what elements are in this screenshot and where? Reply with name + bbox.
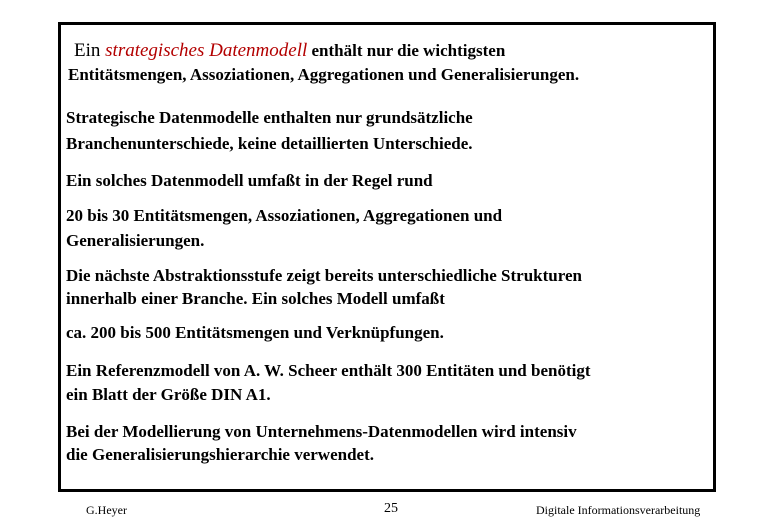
title-emphasis: strategisches Datenmodell <box>105 40 308 61</box>
footer-course: Digitale Informationsverarbeitung <box>536 503 701 517</box>
paragraph-line: Ein Referenzmodell von A. W. Scheer enthält 300 Entitäten und benötigt <box>66 361 591 380</box>
footer-page-number: 25 <box>384 501 398 516</box>
paragraph-line: Die nächste Abstraktionsstufe zeigt bereits unterschiedliche Strukturen <box>66 266 582 285</box>
paragraph-line: Bei der Modellierung von Unternehmens-Datenmodellen wird intensiv <box>66 422 577 441</box>
paragraph-line: Ein solches Datenmodell umfaßt in der Regel rund <box>66 171 433 190</box>
paragraph-line: Generalisierungen. <box>66 231 205 250</box>
title-prefix: Ein <box>74 40 106 61</box>
slide-title <box>74 38 505 64</box>
paragraph-line: innerhalb einer Branche. Ein solches Modell umfaßt <box>66 289 445 308</box>
paragraph-line: 20 bis 30 Entitätsmengen, Assoziationen, Aggregationen und <box>66 206 503 225</box>
paragraph-line: ca. 200 bis 500 Entitätsmengen und Verknüpfungen. <box>66 323 444 342</box>
paragraph-line: Strategische Datenmodelle enthalten nur grundsätzliche <box>66 108 473 127</box>
title-line-2: Entitätsmengen, Assoziationen, Aggregationen und Generalisierungen. <box>68 65 580 84</box>
paragraph-line: die Generalisierungshierarchie verwendet. <box>66 445 374 464</box>
paragraph-line: Branchenunterschiede, keine detaillierten Unterschiede. <box>66 134 473 153</box>
title-rest: enthält nur die wichtigsten <box>307 41 506 60</box>
paragraph-line: ein Blatt der Größe DIN A1. <box>66 385 271 404</box>
footer-author: G.Heyer <box>86 503 127 517</box>
